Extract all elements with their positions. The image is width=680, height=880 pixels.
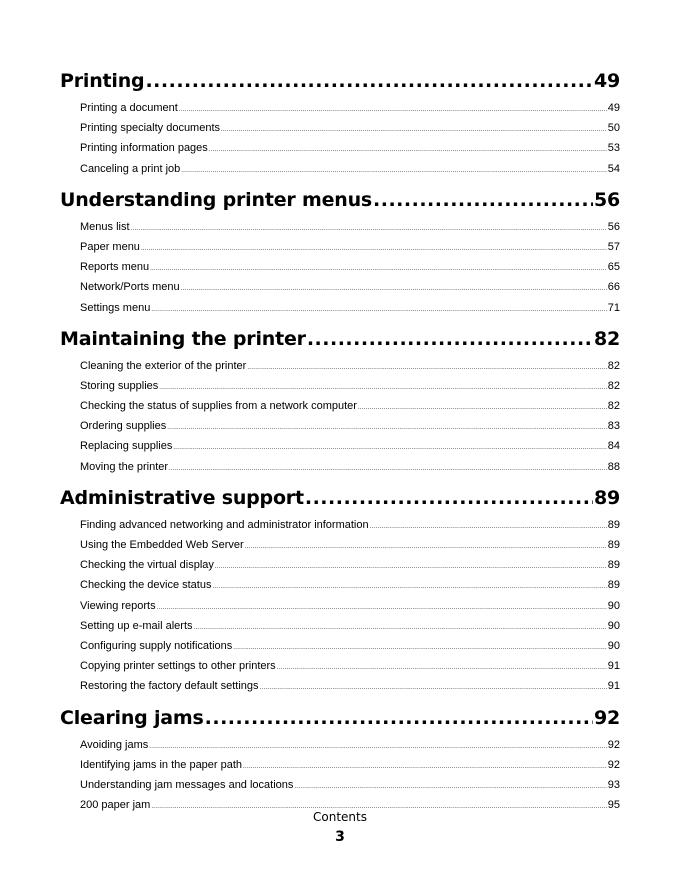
- entry-title: Menus list: [80, 220, 130, 233]
- toc-section: [60, 487, 620, 701]
- dot-leader: [209, 142, 607, 154]
- entry-title: Checking the virtual display: [80, 559, 214, 572]
- dot-leader: [131, 221, 607, 233]
- toc-entry[interactable]: [60, 360, 620, 380]
- entry-page-number: 50: [607, 122, 620, 135]
- toc-section-heading[interactable]: [60, 707, 620, 736]
- toc-section: [60, 70, 620, 183]
- toc-entry[interactable]: [60, 400, 620, 420]
- entry-page-number: 49: [607, 102, 620, 114]
- entry-title: Paper menu: [80, 240, 140, 253]
- dot-leader: [194, 620, 607, 632]
- entry-title: Printing specialty documents: [80, 122, 221, 135]
- toc-section: [60, 707, 620, 820]
- entry-title: Checking the device status: [80, 579, 212, 592]
- entry-title: Moving the printer: [80, 460, 169, 473]
- entry-page-number: 66: [607, 281, 620, 294]
- dot-leader: [305, 487, 593, 509]
- toc-entry[interactable]: [60, 779, 620, 799]
- dot-leader: [233, 640, 606, 652]
- dot-leader: [141, 241, 607, 253]
- toc-entry[interactable]: [60, 102, 620, 122]
- entry-title: Understanding jam messages and locations: [80, 778, 294, 791]
- dot-leader: [247, 360, 606, 372]
- section-title: Maintaining the printer: [60, 327, 306, 350]
- dot-leader: [157, 600, 607, 612]
- section-title: Clearing jams: [60, 706, 204, 729]
- dot-leader: [179, 102, 607, 114]
- entry-page-number: 84: [607, 440, 620, 453]
- toc-entry[interactable]: [60, 640, 620, 660]
- entry-title: Configuring supply notifications: [80, 639, 233, 652]
- dot-leader: [307, 328, 593, 350]
- dot-leader: [173, 440, 606, 452]
- section-page-number: 92: [593, 706, 620, 729]
- dot-leader: [181, 281, 607, 293]
- toc-entry[interactable]: [60, 420, 620, 440]
- dot-leader: [212, 579, 606, 591]
- table-of-contents: [60, 70, 620, 819]
- toc-entry[interactable]: [60, 380, 620, 400]
- entry-page-number: 89: [607, 559, 620, 572]
- entry-page-number: 71: [607, 301, 620, 314]
- dot-leader: [221, 122, 607, 134]
- section-title: Printing: [60, 70, 145, 92]
- entry-page-number: 88: [607, 460, 620, 473]
- section-title: Understanding printer menus: [60, 188, 373, 211]
- dot-leader: [294, 779, 606, 791]
- toc-entry[interactable]: [60, 759, 620, 779]
- entry-title: Cleaning the exterior of the printer: [80, 359, 247, 372]
- dot-leader: [167, 420, 607, 432]
- page-footer: [0, 810, 680, 845]
- toc-entry[interactable]: [60, 620, 620, 640]
- entry-page-number: 83: [607, 420, 620, 433]
- dot-leader: [150, 261, 607, 273]
- entry-title: Settings menu: [80, 301, 151, 314]
- entry-title: Avoiding jams: [80, 738, 149, 751]
- dot-leader: [215, 559, 607, 571]
- entry-page-number: 95: [607, 799, 620, 812]
- toc-section: [60, 328, 620, 481]
- entry-title: Restoring the factory default settings: [80, 680, 259, 693]
- entry-page-number: 90: [607, 619, 620, 632]
- entry-title: Checking the status of supplies from a network computer: [80, 400, 357, 413]
- footer-page-number: 3: [335, 829, 345, 845]
- toc-entry[interactable]: [60, 281, 620, 301]
- entry-title: Storing supplies: [80, 379, 159, 392]
- footer-label: Contents: [313, 810, 367, 824]
- dot-leader: [151, 302, 606, 314]
- entry-title: Printing information pages: [80, 142, 208, 155]
- toc-entry[interactable]: [60, 122, 620, 142]
- dot-leader: [243, 759, 607, 771]
- entry-page-number: 54: [607, 162, 620, 175]
- entry-page-number: 65: [607, 261, 620, 274]
- dot-leader: [169, 461, 607, 473]
- toc-entry[interactable]: [60, 241, 620, 261]
- toc-entry[interactable]: [60, 539, 620, 559]
- entry-page-number: 82: [607, 400, 620, 413]
- dot-leader: [245, 539, 607, 551]
- toc-entry[interactable]: [60, 739, 620, 759]
- toc-entry[interactable]: [60, 519, 620, 539]
- dot-leader: [149, 739, 606, 751]
- entry-page-number: 91: [607, 660, 620, 673]
- dot-leader: [277, 660, 607, 672]
- entry-page-number: 90: [607, 639, 620, 652]
- section-title: Administrative support: [60, 486, 304, 509]
- dot-leader: [181, 163, 606, 175]
- toc-entry[interactable]: [60, 461, 620, 481]
- entry-page-number: 82: [607, 359, 620, 372]
- toc-entry[interactable]: [60, 440, 620, 460]
- toc-entry[interactable]: [60, 142, 620, 162]
- section-page-number: 82: [593, 327, 620, 350]
- entry-title: Using the Embedded Web Server: [80, 539, 244, 551]
- toc-section-heading[interactable]: [60, 487, 620, 516]
- entry-page-number: 57: [607, 240, 620, 253]
- entry-page-number: 56: [607, 220, 620, 233]
- dot-leader: [358, 400, 607, 412]
- entry-title: Reports menu: [80, 261, 150, 274]
- entry-title: Viewing reports: [80, 599, 156, 612]
- entry-title: Ordering supplies: [80, 420, 167, 433]
- toc-entry[interactable]: [60, 302, 620, 322]
- entry-page-number: 89: [607, 539, 620, 551]
- toc-entry[interactable]: [60, 680, 620, 700]
- entry-title: Replacing supplies: [80, 440, 173, 453]
- entry-title: Identifying jams in the paper path: [80, 758, 243, 771]
- toc-entry[interactable]: [60, 559, 620, 579]
- dot-leader: [373, 189, 593, 211]
- toc-section: [60, 189, 620, 322]
- entry-page-number: 53: [607, 142, 620, 155]
- entry-page-number: 92: [607, 738, 620, 751]
- dot-leader: [370, 519, 607, 531]
- entry-page-number: 89: [607, 518, 620, 531]
- entry-page-number: 89: [607, 579, 620, 592]
- toc-section-heading[interactable]: [60, 328, 620, 357]
- entry-title: 200 paper jam: [80, 799, 151, 812]
- entry-page-number: 91: [607, 680, 620, 693]
- dot-leader: [145, 70, 592, 92]
- entry-page-number: 82: [607, 379, 620, 392]
- section-page-number: 89: [593, 486, 620, 509]
- dot-leader: [205, 707, 593, 729]
- toc-entry[interactable]: [60, 221, 620, 241]
- entry-title: Printing a document: [80, 102, 178, 114]
- toc-entry[interactable]: [60, 163, 620, 183]
- entry-page-number: 92: [607, 758, 620, 771]
- entry-title: Network/Ports menu: [80, 281, 180, 294]
- toc-entry[interactable]: [60, 600, 620, 620]
- section-page-number: 56: [593, 188, 620, 211]
- entry-title: Copying printer settings to other printers: [80, 660, 276, 673]
- section-page-number: 49: [593, 70, 620, 92]
- entry-title: Setting up e-mail alerts: [80, 619, 193, 632]
- entry-page-number: 90: [607, 599, 620, 612]
- entry-title: Canceling a print job: [80, 162, 181, 175]
- dot-leader: [260, 680, 607, 692]
- toc-entry[interactable]: [60, 261, 620, 281]
- dot-leader: [159, 380, 606, 392]
- toc-section-heading[interactable]: [60, 70, 620, 99]
- toc-entry[interactable]: [60, 660, 620, 680]
- toc-entry[interactable]: [60, 579, 620, 599]
- toc-section-heading[interactable]: [60, 189, 620, 218]
- entry-page-number: 93: [607, 778, 620, 791]
- entry-title: Finding advanced networking and administrator information: [80, 518, 369, 531]
